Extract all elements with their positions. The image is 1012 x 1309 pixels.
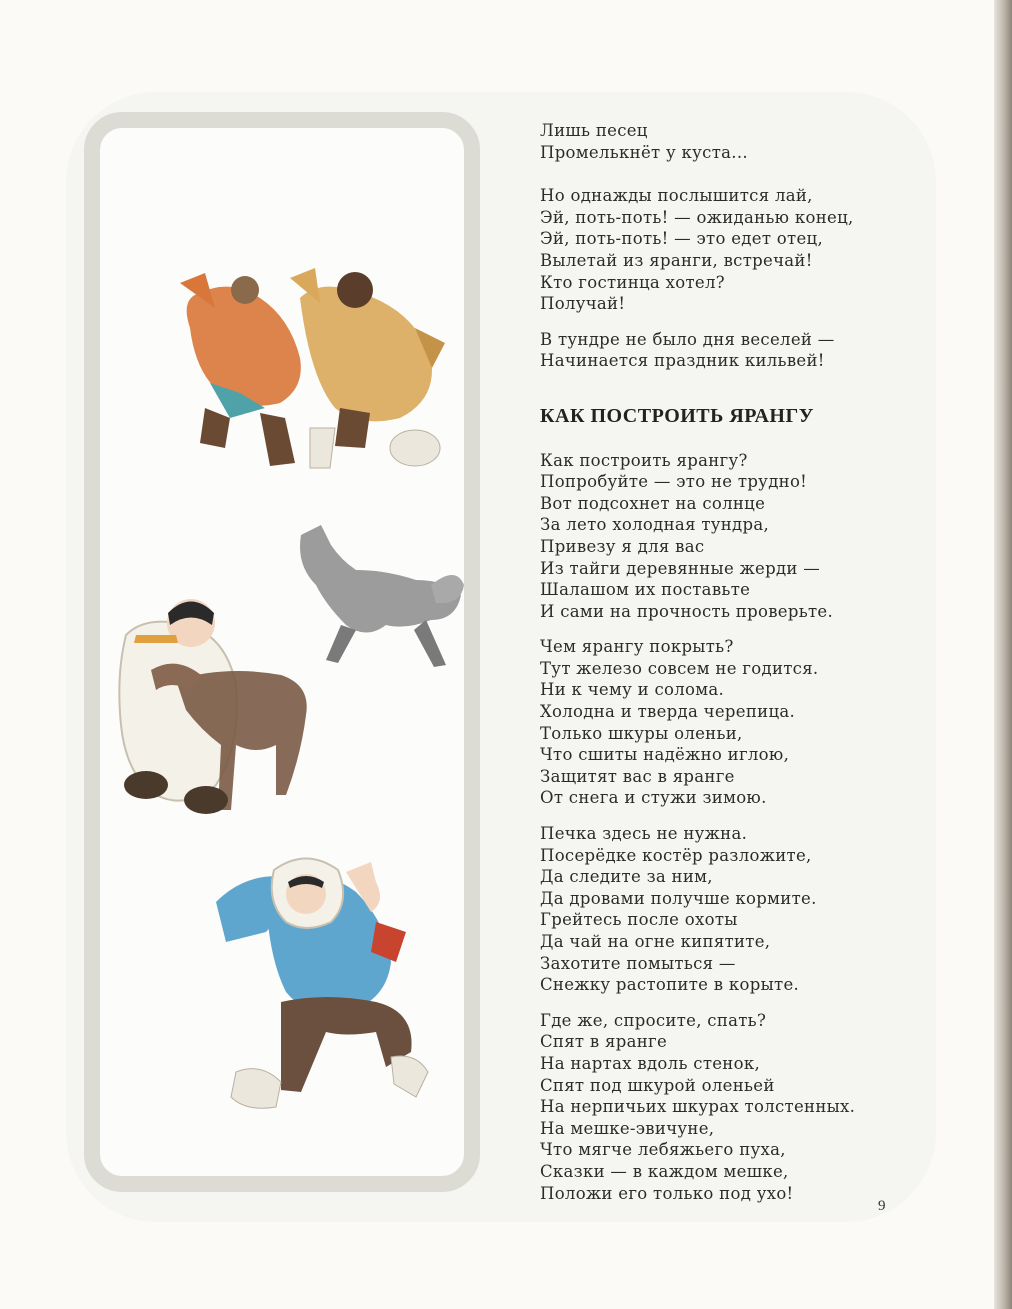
poem-line: Спят под шкурой оленьей <box>540 1075 775 1095</box>
poem-line: И сами на прочность проверьте. <box>540 601 834 621</box>
poem-line: Но однажды послышится лай, <box>540 186 813 206</box>
child-with-fawn-illustration <box>106 595 326 835</box>
stanza <box>540 450 940 623</box>
dancing-child-illustration <box>206 852 436 1117</box>
poem-line: На нерпичьих шкурах толстенных. <box>540 1097 856 1117</box>
poem-line: Кто гостинца хотел? <box>540 272 725 292</box>
poem-text-column <box>540 120 940 1218</box>
poem-line: Привезу я для вас <box>540 536 705 556</box>
poem-line: Попробуйте — это не трудно! <box>540 472 808 492</box>
poem-line: Что сшиты надёжно иглою, <box>540 745 790 765</box>
poem-line: За лето холодная тундра, <box>540 515 770 535</box>
poem-line: Ни к чему и солома. <box>540 680 725 700</box>
poem-line: Что мягче лебяжьего пуха, <box>540 1140 786 1160</box>
stanza <box>540 185 940 315</box>
stanza <box>540 120 940 163</box>
poem-line: На мешке-эвичуне, <box>540 1118 715 1138</box>
poem-line: Из тайги деревянные жерди — <box>540 558 821 578</box>
poem-line: Грейтесь после охоты <box>540 910 738 930</box>
poem-line: Сказки — в каждом мешке, <box>540 1161 789 1181</box>
poem-line: Да следите за ним, <box>540 867 713 887</box>
poem-line: Спят в яранге <box>540 1032 668 1052</box>
poem-line: Да дровами получше кормите. <box>540 888 817 908</box>
poem-line: Начинается праздник кильвей! <box>540 351 825 371</box>
stanza <box>540 1010 940 1204</box>
poem-line: От снега и стужи зимою. <box>540 788 767 808</box>
poem-line: Вот подсохнет на солнце <box>540 493 766 513</box>
poem-line: Снежку растопите в корыте. <box>540 975 800 995</box>
stanza <box>540 636 940 809</box>
poem-line: Эй, поть-поть! — ожиданью конец, <box>540 207 854 227</box>
poem-line: Получай! <box>540 294 626 314</box>
poem-line: Где же, спросите, спать? <box>540 1010 767 1030</box>
poem-line: Печка здесь не нужна. <box>540 824 748 844</box>
stanza <box>540 823 940 996</box>
poem-line: Посерёдке костёр разложите, <box>540 845 812 865</box>
poem-line: Да чай на огне кипятите, <box>540 932 771 951</box>
poem-line: На нартах вдоль стенок, <box>540 1053 760 1073</box>
two-running-children-illustration <box>170 268 450 478</box>
poem-line: Шалашом их поставьте <box>540 580 751 600</box>
poem-line: Лишь песец <box>540 121 648 140</box>
poem-line: Вылетай из яранги, встречай! <box>540 250 813 270</box>
poem-line: Холодна и тверда черепица. <box>540 702 796 722</box>
poem-line: Защитят вас в яранге <box>540 766 735 786</box>
poem-line: Эй, поть-поть! — это едет отец, <box>540 229 823 249</box>
poem-line: В тундре не было дня веселей — <box>540 329 835 349</box>
poem-line: Положи его только под ухо! <box>540 1183 794 1203</box>
book-page-edge <box>994 0 1012 1309</box>
poem-line: Как построить ярангу? <box>540 450 748 470</box>
page-number: 9 <box>878 1198 886 1214</box>
poem-line: Тут железо совсем не годится. <box>540 658 819 678</box>
poem-line: Промелькнёт у куста... <box>540 142 748 162</box>
stanza <box>540 329 940 372</box>
poem-title: КАК ПОСТРОИТЬ ЯРАНГУ <box>540 404 814 427</box>
poem-line: Захотите помыться — <box>540 953 736 973</box>
poem-line: Чем ярангу покрыть? <box>540 637 734 657</box>
poem-line: Только шкуры оленьи, <box>540 723 743 743</box>
